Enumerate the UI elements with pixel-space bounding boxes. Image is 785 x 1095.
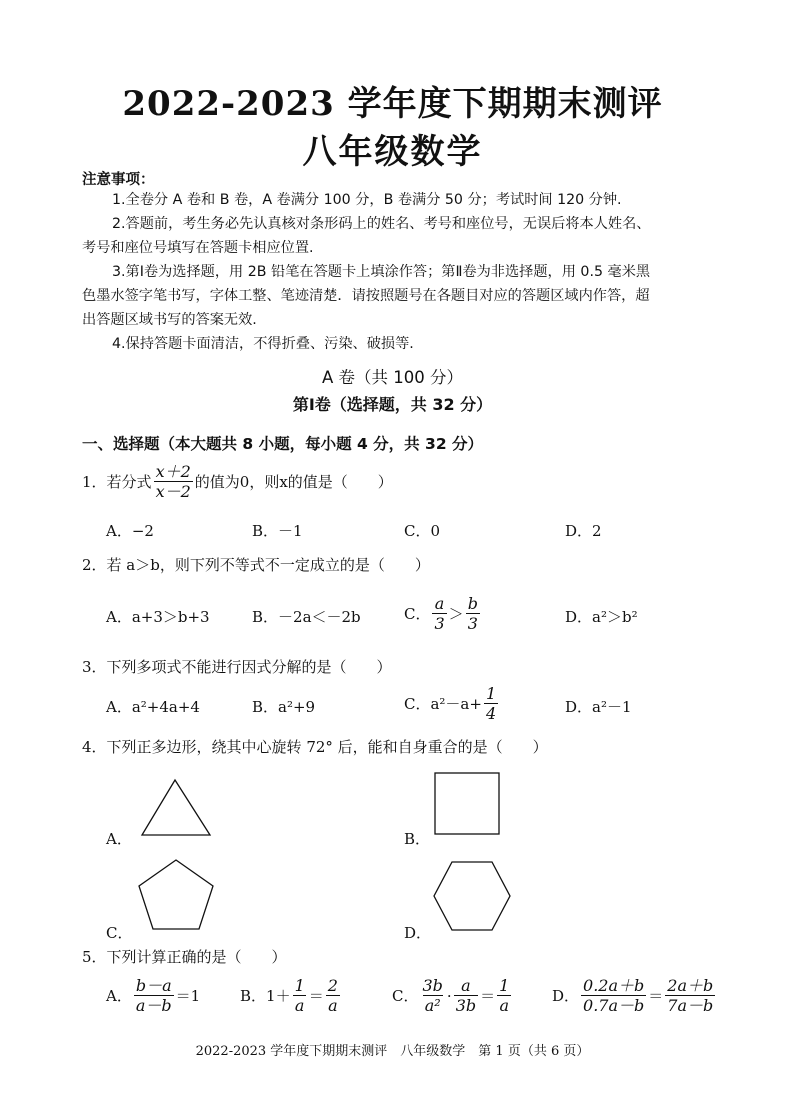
fraction: [581, 976, 646, 1015]
option-b[interactable]: B．: [404, 830, 431, 848]
option-b[interactable]: B．－1: [252, 522, 303, 540]
fraction: [484, 684, 498, 723]
denominator: 3: [434, 614, 445, 633]
volume-1-title: 第Ⅰ卷（选择题，共 32 分）: [292, 395, 493, 414]
numerator: 1: [499, 976, 510, 995]
question-3: 3．下列多项式不能进行因式分解的是（ ）: [82, 658, 392, 676]
fraction: [293, 976, 307, 1015]
denominator: 0.7a－b: [583, 996, 645, 1015]
option-d[interactable]: D．a²－1: [565, 698, 632, 716]
option-c[interactable]: C．: [106, 924, 133, 942]
numerator: 1: [485, 684, 497, 703]
notes-heading: 注意事项：: [82, 172, 155, 188]
numerator: a: [434, 594, 445, 613]
exam-title: 2022-2023 学年度下期期末测评: [122, 84, 663, 124]
operator: ＞: [448, 605, 464, 623]
denominator: 3: [467, 614, 478, 633]
option-label: D．: [552, 987, 580, 1005]
equation-rhs: ＝1: [175, 987, 201, 1005]
operator: ＝: [308, 987, 324, 1005]
denominator: a－b: [135, 996, 172, 1015]
option-a[interactable]: A．a²+4a+4: [106, 698, 200, 716]
option-label: C．a²－a+: [404, 695, 482, 713]
option-label: B．: [240, 987, 267, 1005]
triangle-icon[interactable]: [140, 778, 212, 838]
question-number: 1．: [82, 473, 107, 491]
numerator: b－a: [135, 976, 172, 995]
option-c[interactable]: [404, 594, 482, 633]
fraction: [420, 976, 444, 1015]
operator: ＝: [648, 987, 664, 1005]
fraction: [466, 594, 480, 633]
numerator: b: [467, 594, 478, 613]
option-c[interactable]: [392, 976, 513, 1015]
numerator: 2: [327, 976, 338, 995]
denominator: 7a－b: [667, 996, 714, 1015]
option-b[interactable]: B．a²+9: [252, 698, 316, 716]
pentagon-icon[interactable]: [136, 858, 216, 932]
option-label: C．: [404, 605, 431, 623]
denominator: a: [294, 996, 305, 1015]
note-line: 考号和座位号填写在答题卡相应位置.: [82, 240, 314, 256]
hexagon-icon[interactable]: [432, 860, 512, 932]
fraction: [454, 976, 478, 1015]
option-b[interactable]: [240, 976, 342, 1015]
option-a[interactable]: A．−2: [106, 522, 154, 540]
option-a[interactable]: A．a+3＞b+3: [106, 608, 210, 626]
question-2: 2．若 a＞b，则下列不等式不一定成立的是（ ）: [82, 556, 430, 574]
fraction: [134, 976, 174, 1015]
note-line: 4.保持答题卡面清洁，不得折叠、污染、破损等.: [112, 336, 414, 352]
question-text: 若分式: [106, 473, 152, 491]
denominator: a: [499, 996, 509, 1015]
numerator: 0.2a＋b: [583, 976, 645, 995]
numerator: a: [461, 976, 471, 995]
option-label: C．: [392, 987, 419, 1005]
option-label: A．: [106, 987, 132, 1005]
option-c[interactable]: [404, 684, 500, 723]
fraction: [432, 594, 446, 633]
operator: ＝: [480, 987, 496, 1005]
numerator: 2a＋b: [667, 976, 714, 995]
option-c[interactable]: C．0: [404, 522, 441, 540]
equation-lhs: 1＋: [266, 987, 291, 1005]
exam-subject: 八年级数学: [302, 132, 483, 172]
question-1: [82, 462, 393, 501]
note-line: 1.全卷分 A 卷和 B 卷，A 卷满分 100 分，B 卷满分 50 分；考试时间 120 分钟.: [112, 192, 622, 208]
section-a-title: A 卷（共 100 分）: [321, 368, 463, 387]
part-one-heading: 一、选择题（本大题共 8 小题，每小题 4 分，共 32 分）: [82, 435, 484, 453]
option-d[interactable]: [552, 976, 717, 1015]
page-footer: 2022-2023 学年度下期期末测评 八年级数学 第 1 页（共 6 页）: [195, 1044, 590, 1059]
denominator: x－2: [155, 482, 191, 501]
option-d[interactable]: D．: [404, 924, 432, 942]
numerator: 1: [294, 976, 305, 995]
operator: ·: [446, 986, 452, 1005]
fraction: [154, 462, 193, 501]
note-line: 色墨水签字笔书写，字体工整、笔迹清楚．请按照题号在各题目对应的答题区域内作答，超: [82, 288, 650, 304]
denominator: a: [328, 996, 338, 1015]
question-5: 5．下列计算正确的是（ ）: [82, 948, 287, 966]
note-line: 出答题区域书写的答案无效.: [82, 312, 257, 328]
note-line: 3.第Ⅰ卷为选择题，用 2B 铅笔在答题卡上填涂作答；第Ⅱ卷为非选择题，用 0.5 毫米黑: [112, 264, 651, 280]
note-line: 2.答题前，考生务必先认真核对条形码上的姓名、考号和座位号，无误后将本人姓名、: [112, 216, 651, 232]
denominator: a²: [424, 996, 441, 1015]
numerator: 3b: [422, 976, 443, 995]
denominator: 3b: [455, 996, 477, 1015]
question-text: 的值为0，则x的值是（ ）: [194, 473, 393, 491]
numerator: x＋2: [155, 462, 191, 481]
option-d[interactable]: D．a²＞b²: [565, 608, 638, 626]
option-a[interactable]: [106, 976, 200, 1015]
option-b[interactable]: B．－2a＜－2b: [252, 608, 361, 626]
option-d[interactable]: D．2: [565, 522, 602, 540]
option-a[interactable]: A．: [106, 830, 132, 848]
fraction: [326, 976, 340, 1015]
square-icon[interactable]: [434, 772, 502, 836]
denominator: 4: [485, 704, 497, 723]
question-4: 4．下列正多边形，绕其中心旋转 72° 后，能和自身重合的是（ ）: [82, 738, 548, 756]
fraction: [665, 976, 715, 1015]
fraction: [497, 976, 511, 1015]
